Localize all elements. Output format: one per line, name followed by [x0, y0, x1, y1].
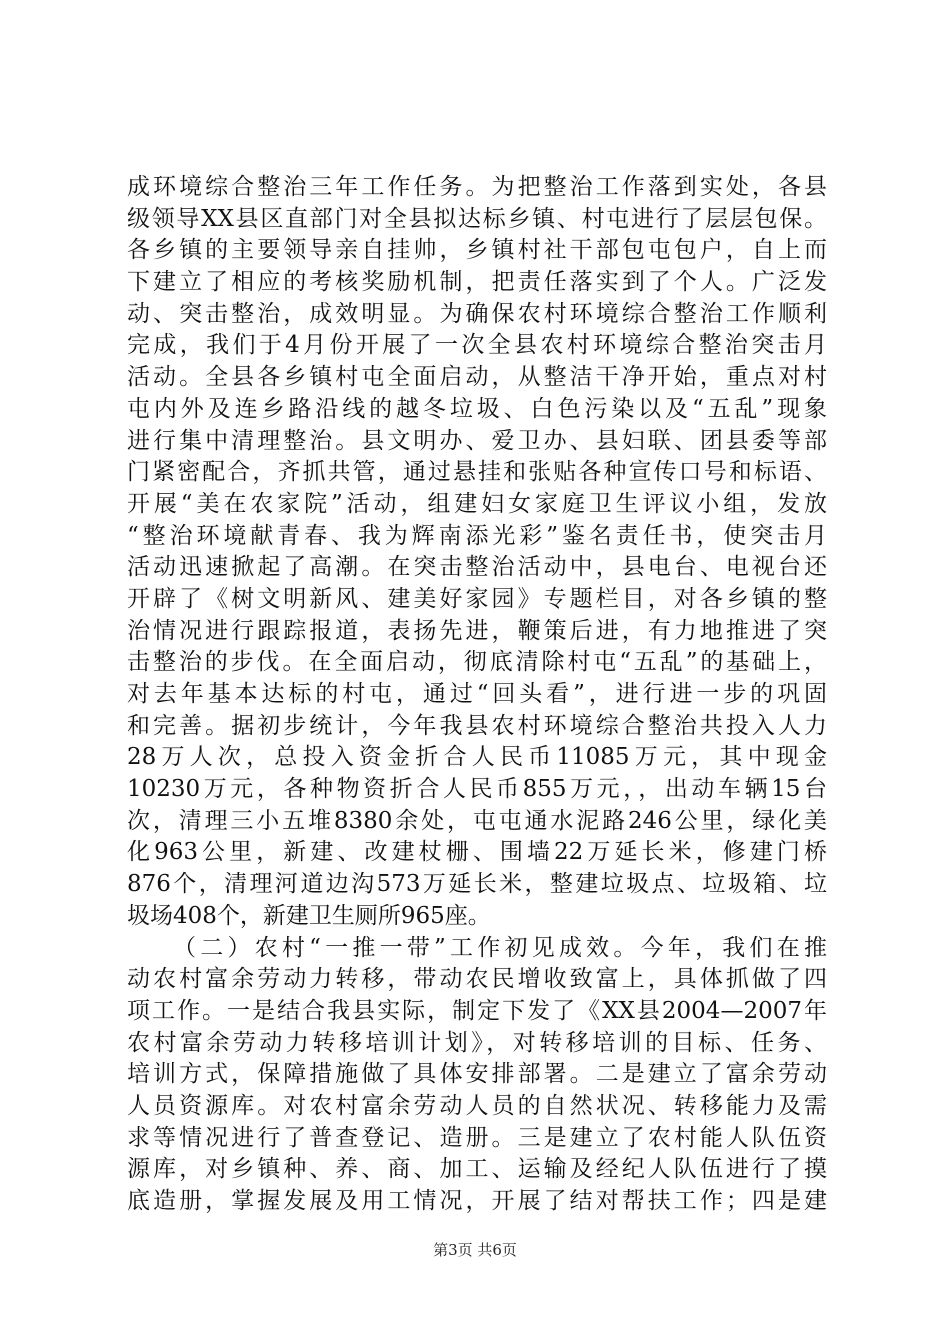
text-line: 击整治的步伐。在全面启动，彻底清除村屯“五乱”的基础上，: [127, 649, 827, 676]
text-line: 次，清理三小五堆8380余处，屯屯通水泥路246公里，绿化美: [127, 807, 827, 834]
text-line: “整治环境献青春、我为辉南添光彩”鉴名责任书，使突击月: [127, 522, 827, 549]
text-line: 对去年基本达标的村屯，通过“回头看”，进行进一步的巩固: [127, 681, 827, 707]
text-line: 项工作。一是结合我县实际，制定下发了《XX县2004—2007年: [127, 997, 827, 1024]
text-line: 治情况进行跟踪报道，表扬先进，鞭策后进，有力地推进了突: [127, 617, 827, 644]
text-line: 下建立了相应的考核奖励机制，把责任落实到了个人。广泛发: [127, 269, 827, 296]
text-line: 屯内外及连乡路沿线的越冬垃圾、白色污染以及“五乱”现象: [127, 395, 827, 422]
text-line: 10230万元，各种物资折合人民币855万元，，出动车辆15台: [127, 776, 827, 803]
page-number-footer: 第3页 共6页: [433, 1241, 517, 1259]
text-line: 876个，清理河道边沟573万延长米，整建垃圾点、垃圾箱、垃: [127, 871, 827, 898]
text-line: 源库，对乡镇种、养、商、加工、运输及经纪人队伍进行了摸: [127, 1156, 827, 1183]
text-line: 完成，我们于4月份开展了一次全县农村环境综合整治突击月: [127, 332, 827, 359]
text-line: 28万人次，总投入资金折合人民币11085万元，其中现金: [127, 744, 827, 771]
text-line-paragraph-end: 圾场408个，新建卫生厕所965座。: [127, 902, 491, 929]
text-line: 和完善。据初步统计，今年我县农村环境综合整治共投入人力: [127, 712, 827, 739]
text-line: 底造册，掌握发展及用工情况，开展了结对帮扶工作；四是建: [127, 1188, 827, 1214]
text-line: 人员资源库。对农村富余劳动人员的自然状况、转移能力及需: [127, 1092, 827, 1119]
text-line: 成环境综合整治三年工作任务。为把整治工作落到实处，各县: [127, 174, 827, 200]
text-line: 级领导XX县区直部门对全县拟达标乡镇、村屯进行了层层包保。: [127, 205, 827, 232]
text-line: 开展“美在农家院”活动，组建妇女家庭卫生评议小组，发放: [127, 490, 827, 517]
text-line: 活动。全县各乡镇村屯全面启动，从整洁干净开始，重点对村: [127, 364, 827, 391]
text-line: 门紧密配合，齐抓共管，通过悬挂和张贴各种宣传口号和标语、: [127, 459, 827, 486]
text-line: 培训方式，保障措施做了具体安排部署。二是建立了富余劳动: [127, 1061, 827, 1088]
text-line: 动、突击整治，成效明显。为确保农村环境综合整治工作顺利: [127, 300, 827, 327]
text-line: 活动迅速掀起了高潮。在突击整治活动中，县电台、电视台还: [127, 554, 827, 581]
text-line: 开辟了《树文明新风、建美好家园》专题栏目，对各乡镇的整: [127, 585, 827, 612]
text-line: 动农村富余劳动力转移，带动农民增收致富上，具体抓做了四: [127, 966, 827, 993]
text-line: 农村富余劳动力转移培训计划》，对转移培训的目标、任务、: [127, 1029, 827, 1056]
text-line-paragraph-start: （二）农村“一推一带”工作初见成效。今年，我们在推: [173, 934, 827, 961]
text-line: 各乡镇的主要领导亲自挂帅，乡镇村社干部包屯包户，自上而: [127, 237, 827, 264]
text-line: 进行集中清理整治。县文明办、爱卫办、县妇联、团县委等部: [127, 427, 827, 454]
body-text: [127, 172, 827, 1218]
text-line: 化963公里，新建、改建杖栅、围墙22万延长米，修建门桥: [127, 839, 827, 866]
text-line: 求等情况进行了普查登记、造册。三是建立了农村能人队伍资: [127, 1124, 827, 1151]
